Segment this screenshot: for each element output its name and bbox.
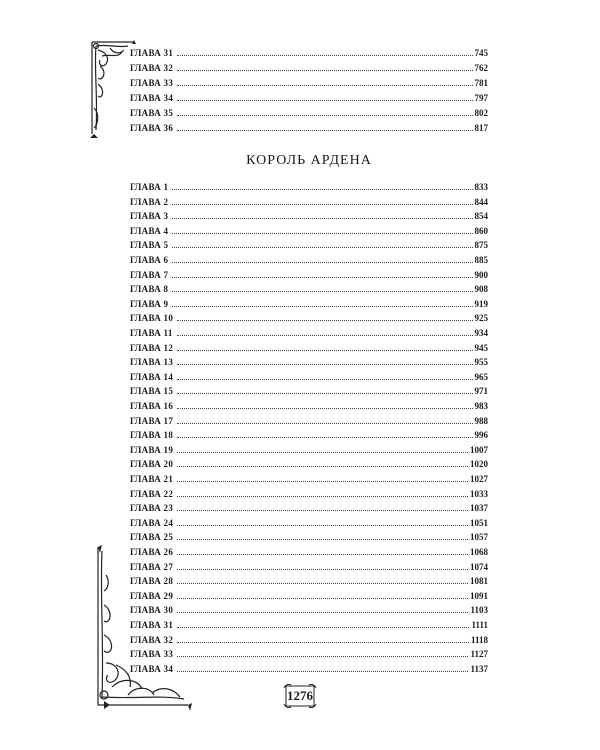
page-number: 1276 [283,683,317,709]
toc-entry [130,222,488,236]
toc-entry [130,412,488,426]
toc-entry-page: 996 [474,430,488,441]
toc-entry-label: ГЛАВА 18 [130,430,174,441]
toc-entry-label: ГЛАВА 14 [130,371,174,382]
toc-entry-label: ГЛАВА 22 [130,488,174,499]
toc-entry-page: 1007 [470,444,488,455]
toc-entry-page: 988 [474,415,488,426]
toc-entry-page: 965 [474,371,488,382]
toc-entry [130,193,488,207]
toc-entry [130,397,488,411]
toc-entry [130,309,488,323]
toc-entry-page: 945 [474,342,488,353]
toc-entry-label: ГЛАВА 4 [130,225,169,236]
toc-entry-page: 1127 [470,649,488,660]
toc-entry [130,441,488,455]
toc-entry-label: ГЛАВА 12 [130,342,174,353]
toc-entry-label: ГЛАВА 7 [130,269,169,280]
toc-entry: ГЛАВА 35 802 [130,108,488,118]
toc-entry [130,178,488,192]
toc-entry-label: ГЛАВА 15 [130,386,174,397]
toc-entry-page: 934 [474,328,488,338]
toc-entry-page: 1137 [470,663,488,674]
toc-entry [130,266,488,280]
toc-entry-label: ГЛАВА 32 [130,634,174,645]
toc-entry-page: 1057 [470,532,488,543]
toc-entry-page: 1051 [470,517,488,528]
toc-entry-page: 1027 [470,474,488,484]
toc-entry-label: ГЛАВА 6 [130,255,169,265]
toc-entry-label: ГЛАВА 2 [130,196,169,207]
toc-entry-label: ГЛАВА 23 [130,503,174,514]
toc-entry-label: ГЛАВА 28 [130,576,174,587]
toc-entry-page: 1081 [470,576,488,587]
toc-entry [130,353,488,367]
toc-entry-page: 1020 [470,459,488,470]
toc-entry-label: ГЛАВА 9 [130,298,169,309]
toc-entry-page: 833 [474,182,488,192]
toc-entry [130,251,488,265]
toc-entry-page: 854 [474,211,488,222]
toc-entry-label: ГЛАВА 10 [130,313,174,324]
toc-entry-page: 1033 [470,488,488,499]
bottom-left-ornament-icon [92,545,192,713]
toc-entry: ГЛАВА 34 797 [130,93,488,103]
toc-entry [130,528,488,542]
toc-entry-label: ГЛАВА 24 [130,517,174,528]
toc-entry [130,207,488,221]
toc-entry [130,236,488,250]
toc-entry-page: 1118 [470,634,488,645]
toc-entry-page: 983 [474,401,488,411]
toc-entry [130,455,488,469]
section-title: КОРОЛЬ АРДЕНА [246,153,372,168]
toc-entry: ГЛАВА 36 817 [130,123,488,133]
toc-entry-label: ГЛАВА 1 [130,182,169,192]
toc-entry-page: 971 [474,386,488,397]
toc-entry-label: ГЛАВА 5 [130,240,169,251]
toc-entry-page: 875 [474,240,488,251]
toc-entry [130,485,488,499]
top-left-ornament-icon [88,38,136,138]
toc-entry-page: 925 [474,313,488,324]
toc-entry-page: 955 [474,357,488,368]
toc-entry-page: 1068 [470,547,488,557]
toc-entry [130,280,488,294]
toc-entry-page: 860 [474,225,488,236]
toc-entry-page: 908 [474,284,488,295]
toc-entry-label: ГЛАВА 26 [130,547,174,557]
toc-entry-label: ГЛАВА 20 [130,459,174,470]
toc-entry [130,324,488,338]
toc-entry [130,368,488,382]
toc-entry [130,295,488,309]
toc-entry-page: 919 [474,298,488,309]
toc-entry-label: ГЛАВА 34 [130,663,174,674]
toc-entry: ГЛАВА 32 762 [130,63,488,73]
toc-entry: ГЛАВА 33 781 [130,78,488,88]
toc-entry-label: ГЛАВА 19 [130,444,174,455]
toc-entry [130,339,488,353]
toc-entry-label: ГЛАВА 13 [130,357,174,368]
toc-entry [130,499,488,513]
toc-entry [130,426,488,440]
toc-entry-label: ГЛАВА 21 [130,474,174,484]
toc-entry-label: ГЛАВА 3 [130,211,169,222]
toc-entry [130,470,488,484]
toc-entry [130,514,488,528]
toc-entry-page: 1091 [470,590,488,601]
toc-entry-page: 1074 [470,561,488,572]
toc-entry-label: ГЛАВА 17 [130,415,174,426]
toc-entry-label: ГЛАВА 27 [130,561,174,572]
toc-entry-page: 844 [474,196,488,207]
toc-entry-page: 1111 [471,620,488,630]
toc-entry-label: ГЛАВА 29 [130,590,174,601]
toc-entry-label: ГЛАВА 25 [130,532,174,543]
toc-entry: ГЛАВА 31 745 [130,48,488,58]
toc-entry-label: ГЛАВА 8 [130,284,169,295]
toc-entry-page: 1037 [470,503,488,514]
toc-entry-label: ГЛАВА 30 [130,605,174,616]
toc-entry [130,382,488,396]
toc-entry-label: ГЛАВА 16 [130,401,174,411]
toc-entry-label: ГЛАВА 33 [130,649,174,660]
toc-entry-page: 900 [474,269,488,280]
toc-entry-label: ГЛАВА 31 [130,620,174,630]
toc-entry-page: 1103 [470,605,488,616]
toc-entry-label: ГЛАВА 11 [130,328,173,338]
toc-entry-page: 885 [474,255,488,265]
